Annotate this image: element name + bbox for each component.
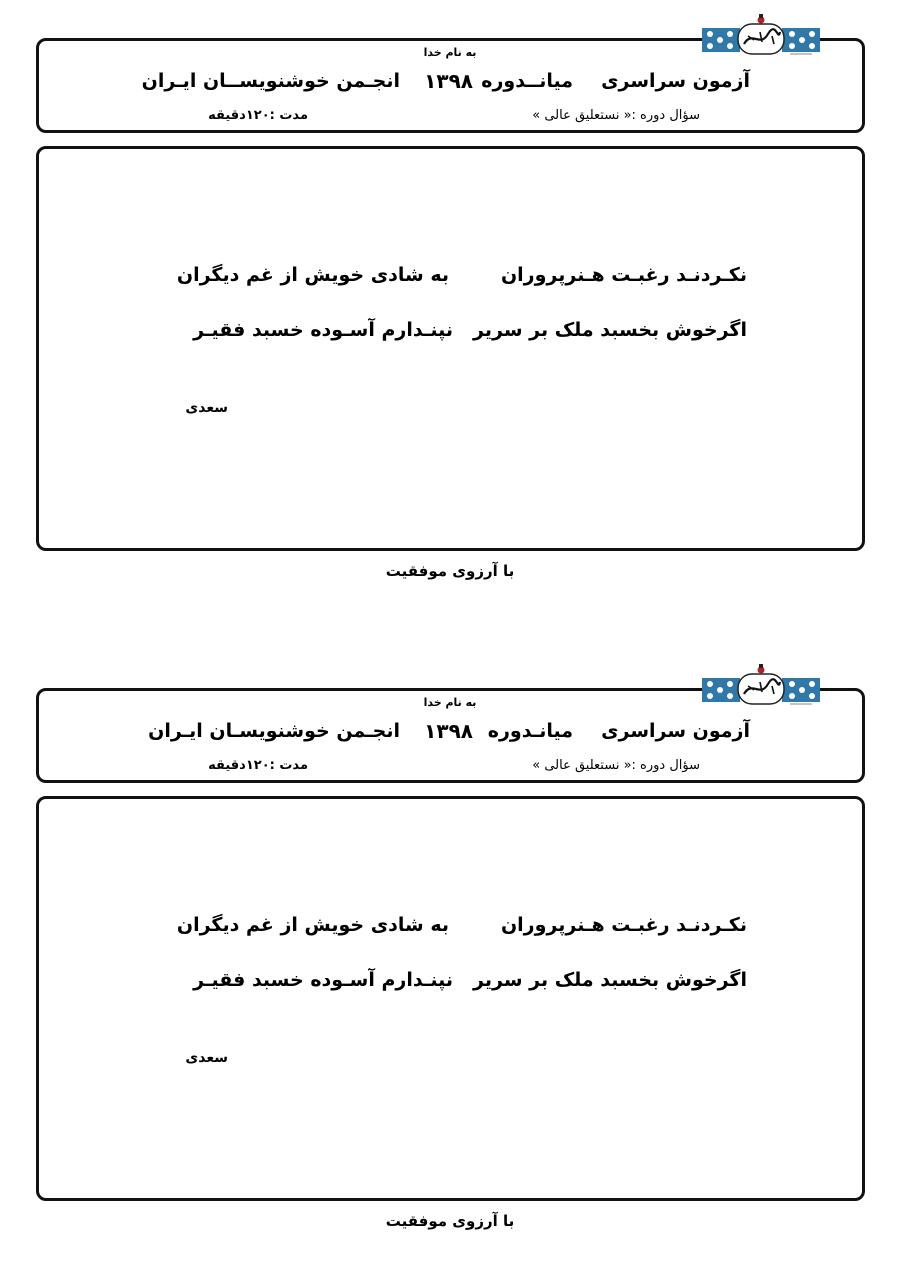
verse-1-left: به شادی خویش از غم دیگران bbox=[176, 264, 449, 286]
question-frame bbox=[36, 146, 865, 551]
exam-duration: مدت :۱۲۰دقیقه bbox=[208, 108, 308, 123]
verse-1-right: نکـردنـد رغبـت هـنرپروران bbox=[500, 264, 747, 286]
association-name: انجـمن خوشنویســان ایـران bbox=[141, 70, 400, 92]
verse-2-right: اگرخوش بخسبد ملک بر سریر bbox=[473, 969, 747, 991]
poet-name: سعدی bbox=[185, 400, 228, 416]
question-label: سؤال دوره :« نستعلیق عالی » bbox=[532, 758, 700, 773]
exam-duration: مدت :۱۲۰دقیقه bbox=[208, 758, 308, 773]
verse-1-right: نکـردنـد رغبـت هـنرپروران bbox=[500, 914, 747, 936]
verse-1-left: به شادی خویش از غم دیگران bbox=[176, 914, 449, 936]
association-name: انجـمن خوشنویسـان ایـران bbox=[148, 720, 400, 742]
exam-year: ۱۳۹۸ bbox=[424, 69, 473, 93]
association-logo-icon bbox=[702, 664, 820, 710]
poet-name: سعدی bbox=[185, 1050, 228, 1066]
exam-year: ۱۳۹۸ bbox=[424, 719, 473, 743]
exam-title: آزمون سراسری bbox=[601, 70, 750, 92]
verse-2-left: نپنـدارم آسـوده خسبد فقیـر bbox=[193, 319, 453, 341]
question-label: سؤال دوره :« نستعلیق عالی » bbox=[532, 108, 700, 123]
closing-wish: با آرزوی موفقیت bbox=[385, 562, 515, 580]
bismillah: به نام خدا bbox=[423, 46, 477, 59]
exam-title: آزمون سراسری bbox=[601, 720, 750, 742]
question-frame bbox=[36, 796, 865, 1201]
bismillah: به نام خدا bbox=[423, 696, 477, 709]
association-logo-icon bbox=[702, 14, 820, 60]
exam-sheet-1 bbox=[0, 0, 905, 620]
closing-wish: با آرزوی موفقیت bbox=[385, 1212, 515, 1230]
midterm-label: میانــدوره bbox=[481, 70, 573, 92]
verse-2-right: اگرخوش بخسبد ملک بر سریر bbox=[473, 319, 747, 341]
midterm-label: میانـدوره bbox=[487, 720, 573, 742]
exam-sheet-2 bbox=[0, 650, 905, 1270]
verse-2-left: نپنـدارم آسـوده خسبد فقیـر bbox=[193, 969, 453, 991]
